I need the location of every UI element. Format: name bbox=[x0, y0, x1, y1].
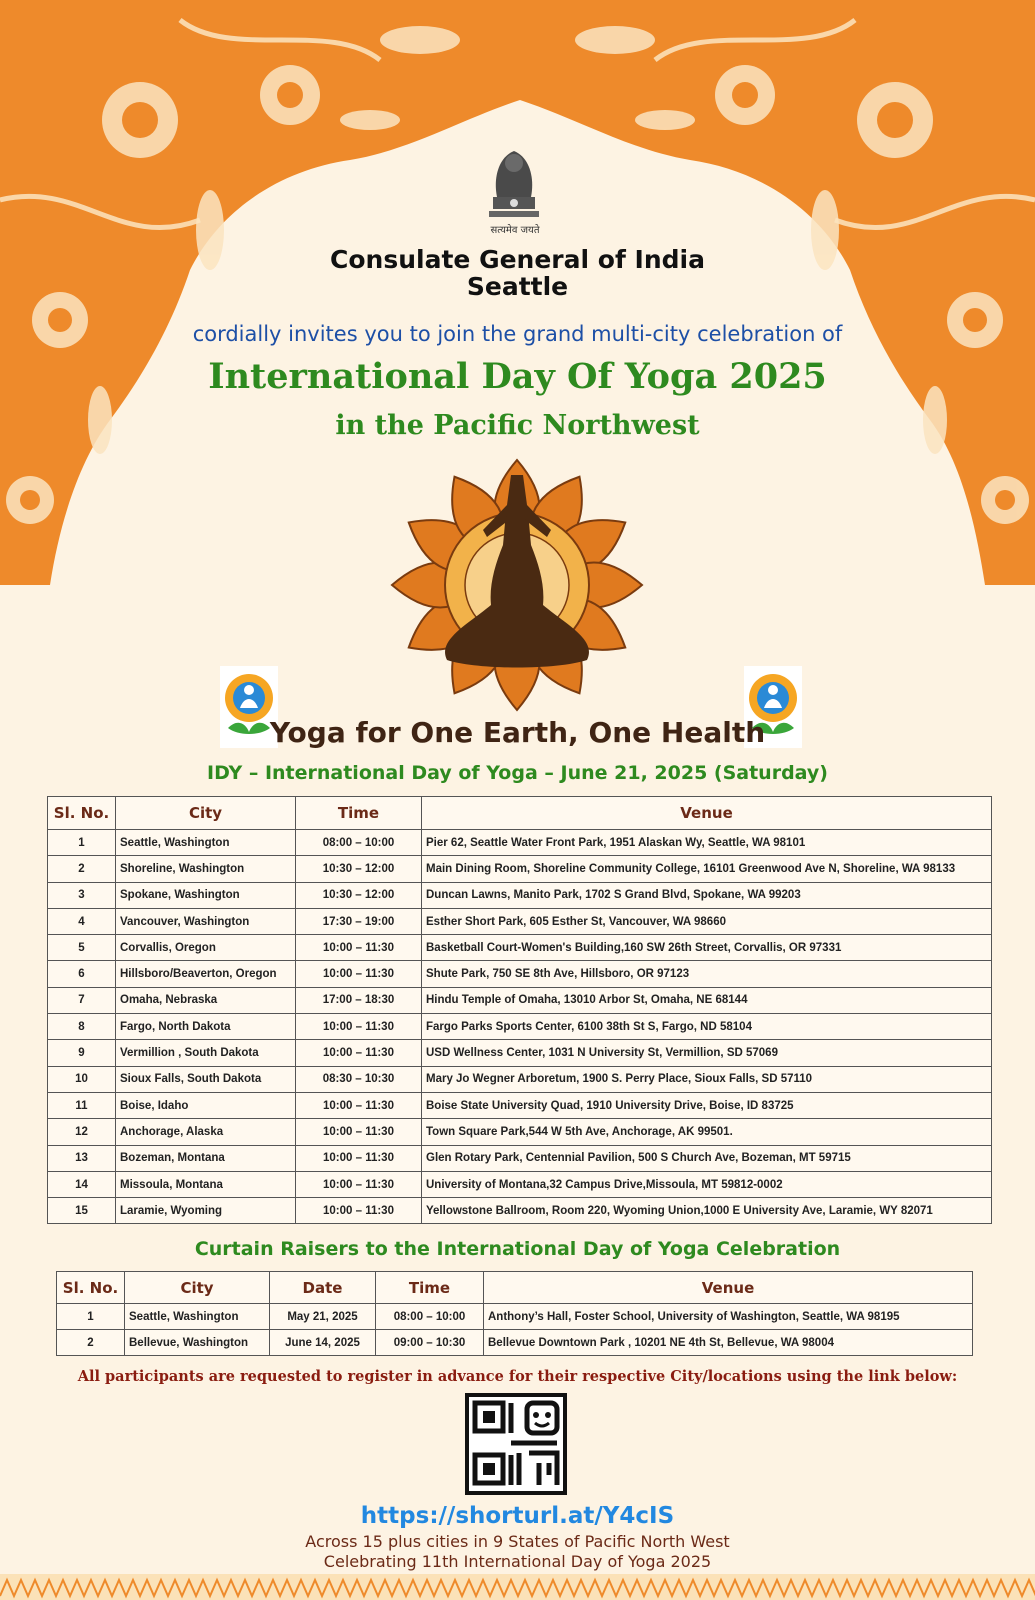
cell-venue: Main Dining Room, Shoreline Community College, 16101 Greenwood Ave N, Shoreline, WA 98133 bbox=[422, 856, 992, 882]
cell-city: Anchorage, Alaska bbox=[116, 1119, 296, 1145]
cell-venue: USD Wellness Center, 1031 N University St, Vermillion, SD 57069 bbox=[422, 1040, 992, 1066]
cell-venue: Shute Park, 750 SE 8th Ave, Hillsboro, OR 97123 bbox=[422, 961, 992, 987]
cell-city: Vancouver, Washington bbox=[116, 908, 296, 934]
table-row bbox=[48, 1119, 992, 1145]
cell-sl-no: 15 bbox=[48, 1198, 116, 1224]
cell-time: 10:00 – 11:30 bbox=[296, 1092, 422, 1118]
cell-sl-no: 11 bbox=[48, 1092, 116, 1118]
cell-venue: Mary Jo Wegner Arboretum, 1900 S. Perry Place, Sioux Falls, SD 57110 bbox=[422, 1066, 992, 1092]
header-venue: Venue bbox=[422, 797, 992, 830]
cell-sl-no: 3 bbox=[48, 882, 116, 908]
cell-time: 10:00 – 11:30 bbox=[296, 1171, 422, 1197]
table-row bbox=[48, 856, 992, 882]
footer-line-2: Celebrating 11th International Day of Yoga 2025 bbox=[323, 1552, 712, 1571]
cell-sl-no: 12 bbox=[48, 1119, 116, 1145]
table-row bbox=[57, 1304, 973, 1330]
header-sl-no: Sl. No. bbox=[57, 1272, 125, 1304]
table-row bbox=[48, 1014, 992, 1040]
cell-venue: Bellevue Downtown Park , 10201 NE 4th St, Bellevue, WA 98004 bbox=[484, 1330, 973, 1356]
cell-time: 10:00 – 11:30 bbox=[296, 1014, 422, 1040]
table-row bbox=[48, 882, 992, 908]
cell-time: 10:00 – 11:30 bbox=[296, 1040, 422, 1066]
invitation-text: cordially invites you to join the grand multi-city celebration of bbox=[192, 322, 843, 346]
cell-city: Shoreline, Washington bbox=[116, 856, 296, 882]
yoga-mandala-illustration bbox=[380, 455, 655, 715]
cell-venue: University of Montana,32 Campus Drive,Missoula, MT 59812-0002 bbox=[422, 1171, 992, 1197]
cell-venue: Boise State University Quad, 1910 University Drive, Boise, ID 83725 bbox=[422, 1092, 992, 1118]
header-time: Time bbox=[296, 797, 422, 830]
events-table-body bbox=[48, 830, 992, 1224]
cell-venue: Town Square Park,544 W 5th Ave, Anchorage, AK 99501. bbox=[422, 1119, 992, 1145]
table-row bbox=[48, 961, 992, 987]
cell-city: Seattle, Washington bbox=[116, 830, 296, 856]
idy-date-line: IDY – International Day of Yoga – June 21, 2025 (Saturday) bbox=[207, 762, 828, 784]
cell-sl-no: 1 bbox=[48, 830, 116, 856]
cell-time: 08:00 – 10:00 bbox=[376, 1304, 484, 1330]
registration-link[interactable]: https://shorturl.at/Y4cIS bbox=[360, 1503, 675, 1529]
cell-venue: Hindu Temple of Omaha, 13010 Arbor St, Omaha, NE 68144 bbox=[422, 987, 992, 1013]
curtain-raisers-title: Curtain Raisers to the International Day of Yoga Celebration bbox=[194, 1238, 841, 1260]
cell-city: Missoula, Montana bbox=[116, 1171, 296, 1197]
events-table bbox=[47, 796, 992, 1224]
cell-city: Vermillion , South Dakota bbox=[116, 1040, 296, 1066]
cell-city: Fargo, North Dakota bbox=[116, 1014, 296, 1040]
header-time: Time bbox=[376, 1272, 484, 1304]
cell-time: 08:00 – 10:00 bbox=[296, 830, 422, 856]
cell-city: Corvallis, Oregon bbox=[116, 935, 296, 961]
table-row bbox=[48, 1198, 992, 1224]
cell-city: Bellevue, Washington bbox=[125, 1330, 270, 1356]
cell-sl-no: 8 bbox=[48, 1014, 116, 1040]
cell-date: May 21, 2025 bbox=[270, 1304, 376, 1330]
footer-line-1: Across 15 plus cities in 9 States of Pacific North West bbox=[305, 1532, 730, 1551]
event-subtitle: in the Pacific Northwest bbox=[335, 410, 700, 441]
table-row bbox=[57, 1330, 973, 1356]
table-row bbox=[48, 1092, 992, 1118]
cell-city: Boise, Idaho bbox=[116, 1092, 296, 1118]
registration-note: All participants are requested to register in advance for their respective City/locations using the link below: bbox=[77, 1368, 958, 1385]
header-date: Date bbox=[270, 1272, 376, 1304]
table-row bbox=[48, 1145, 992, 1171]
cell-time: 10:00 – 11:30 bbox=[296, 1145, 422, 1171]
cell-time: 10:00 – 11:30 bbox=[296, 935, 422, 961]
cell-sl-no: 6 bbox=[48, 961, 116, 987]
cell-sl-no: 9 bbox=[48, 1040, 116, 1066]
cell-venue: Duncan Lawns, Manito Park, 1702 S Grand Blvd, Spokane, WA 99203 bbox=[422, 882, 992, 908]
table-row bbox=[48, 830, 992, 856]
qr-code-icon[interactable] bbox=[465, 1393, 567, 1495]
cell-venue: Esther Short Park, 605 Esther St, Vancouver, WA 98660 bbox=[422, 908, 992, 934]
cell-sl-no: 2 bbox=[48, 856, 116, 882]
cell-venue: Yellowstone Ballroom, Room 220, Wyoming Union,1000 E University Ave, Laramie, WY 82071 bbox=[422, 1198, 992, 1224]
cell-city: Seattle, Washington bbox=[125, 1304, 270, 1330]
cell-time: 08:30 – 10:30 bbox=[296, 1066, 422, 1092]
cell-time: 09:00 – 10:30 bbox=[376, 1330, 484, 1356]
cell-time: 17:00 – 18:30 bbox=[296, 987, 422, 1013]
curtain-table-body bbox=[57, 1304, 973, 1356]
cell-city: Sioux Falls, South Dakota bbox=[116, 1066, 296, 1092]
cell-time: 17:30 – 19:00 bbox=[296, 908, 422, 934]
cell-sl-no: 10 bbox=[48, 1066, 116, 1092]
cell-time: 10:00 – 11:30 bbox=[296, 1119, 422, 1145]
table-row bbox=[48, 987, 992, 1013]
cell-sl-no: 7 bbox=[48, 987, 116, 1013]
cell-venue: Glen Rotary Park, Centennial Pavilion, 500 S Church Ave, Bozeman, MT 59715 bbox=[422, 1145, 992, 1171]
header-city: City bbox=[125, 1272, 270, 1304]
curtain-raisers-table bbox=[56, 1271, 973, 1356]
table-row bbox=[48, 935, 992, 961]
table-row bbox=[48, 1066, 992, 1092]
cell-time: 10:30 – 12:00 bbox=[296, 882, 422, 908]
emblem-motto: सत्यमेव जयते bbox=[490, 225, 540, 236]
table-row bbox=[48, 908, 992, 934]
cell-sl-no: 2 bbox=[57, 1330, 125, 1356]
consulate-city: Seattle bbox=[466, 272, 569, 301]
header-city: City bbox=[116, 797, 296, 830]
cell-date: June 14, 2025 bbox=[270, 1330, 376, 1356]
cell-time: 10:30 – 12:00 bbox=[296, 856, 422, 882]
cell-city: Spokane, Washington bbox=[116, 882, 296, 908]
cell-sl-no: 14 bbox=[48, 1171, 116, 1197]
cell-city: Bozeman, Montana bbox=[116, 1145, 296, 1171]
cell-time: 10:00 – 11:30 bbox=[296, 1198, 422, 1224]
decorative-border bbox=[0, 1574, 1035, 1600]
cell-sl-no: 1 bbox=[57, 1304, 125, 1330]
cell-venue: Anthony’s Hall, Foster School, University of Washington, Seattle, WA 98195 bbox=[484, 1304, 973, 1330]
header-sl-no: Sl. No. bbox=[48, 797, 116, 830]
cell-sl-no: 13 bbox=[48, 1145, 116, 1171]
table-row bbox=[48, 1171, 992, 1197]
theme-text: Yoga for One Earth, One Health bbox=[269, 716, 766, 749]
table-header-row bbox=[48, 797, 992, 830]
cell-sl-no: 5 bbox=[48, 935, 116, 961]
cell-city: Omaha, Nebraska bbox=[116, 987, 296, 1013]
cell-venue: Basketball Court-Women's Building,160 SW 26th Street, Corvallis, OR 97331 bbox=[422, 935, 992, 961]
table-row bbox=[48, 1040, 992, 1066]
cell-venue: Pier 62, Seattle Water Front Park, 1951 Alaskan Wy, Seattle, WA 98101 bbox=[422, 830, 992, 856]
header-venue: Venue bbox=[484, 1272, 973, 1304]
cell-time: 10:00 – 11:30 bbox=[296, 961, 422, 987]
cell-venue: Fargo Parks Sports Center, 6100 38th St S, Fargo, ND 58104 bbox=[422, 1014, 992, 1040]
cell-city: Hillsboro/Beaverton, Oregon bbox=[116, 961, 296, 987]
event-title: International Day Of Yoga 2025 bbox=[208, 356, 827, 397]
table-header-row bbox=[57, 1272, 973, 1304]
consulate-name: Consulate General of India bbox=[330, 245, 705, 274]
cell-city: Laramie, Wyoming bbox=[116, 1198, 296, 1224]
cell-sl-no: 4 bbox=[48, 908, 116, 934]
